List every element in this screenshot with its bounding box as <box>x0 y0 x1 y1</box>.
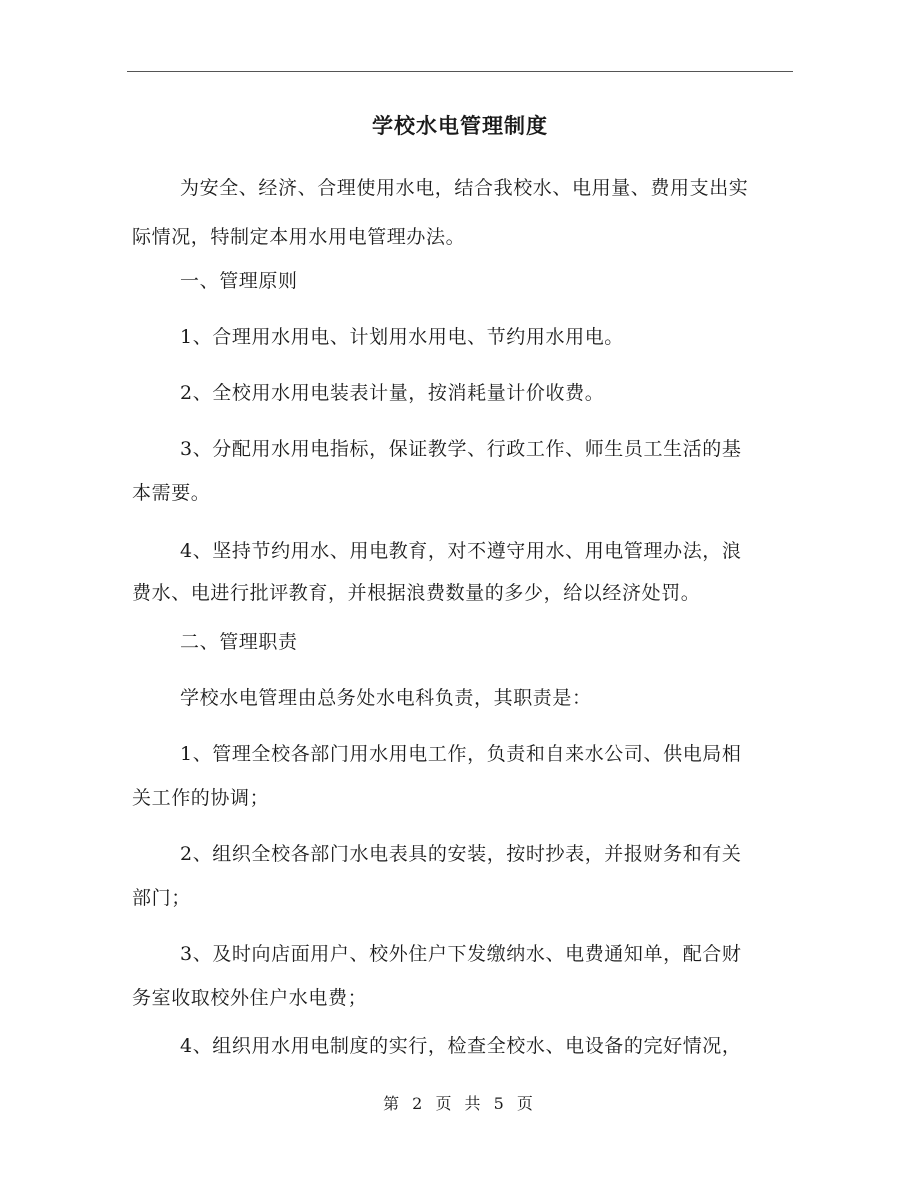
paragraph-duties-intro: 学校水电管理由总务处水电科负责，其职责是： <box>180 687 592 709</box>
section-heading-principles: 一、管理原则 <box>180 270 298 292</box>
paragraph-principle-3-line-2: 本需要。 <box>132 482 211 504</box>
paragraph-duty-2-line-1: 2、组织全校各部门水电表具的安装，按时抄表，并报财务和有关 <box>180 843 742 865</box>
paragraph-duty-1-line-2: 关工作的协调； <box>132 787 270 809</box>
section-heading-duties: 二、管理职责 <box>180 631 298 653</box>
header-rule <box>127 71 793 72</box>
paragraph-principle-2: 2、全校用水用电装表计量，按消耗量计价收费。 <box>180 382 605 404</box>
paragraph-1-line-2: 际情况，特制定本用水用电管理办法。 <box>132 226 466 248</box>
paragraph-duty-4-line-1: 4、组织用水用电制度的实行，检查全校水、电设备的完好情况， <box>180 1035 742 1057</box>
paragraph-duty-1-line-1: 1、管理全校各部门用水用电工作，负责和自来水公司、供电局相 <box>180 743 742 765</box>
paragraph-duty-3-line-1: 3、及时向店面用户、校外住户下发缴纳水、电费通知单，配合财 <box>180 943 742 965</box>
paragraph-principle-1: 1、合理用水用电、计划用水用电、节约用水用电。 <box>180 326 624 348</box>
paragraph-principle-3-line-1: 3、分配用水用电指标，保证教学、行政工作、师生员工生活的基 <box>180 438 742 460</box>
paragraph-principle-4-line-2: 费水、电进行批评教育，并根据浪费数量的多少，给以经济处罚。 <box>132 582 701 604</box>
paragraph-duty-3-line-2: 务室收取校外住户水电费； <box>132 987 368 1009</box>
page-number: 第 2 页 共 5 页 <box>383 1094 537 1113</box>
paragraph-1-line-1: 为安全、经济、合理使用水电，结合我校水、电用量、费用支出实 <box>180 177 749 199</box>
paragraph-duty-2-line-2: 部门； <box>132 887 191 909</box>
paragraph-principle-4-line-1: 4、坚持节约用水、用电教育，对不遵守用水、用电管理办法，浪 <box>180 540 742 562</box>
document-title: 学校水电管理制度 <box>372 113 548 138</box>
